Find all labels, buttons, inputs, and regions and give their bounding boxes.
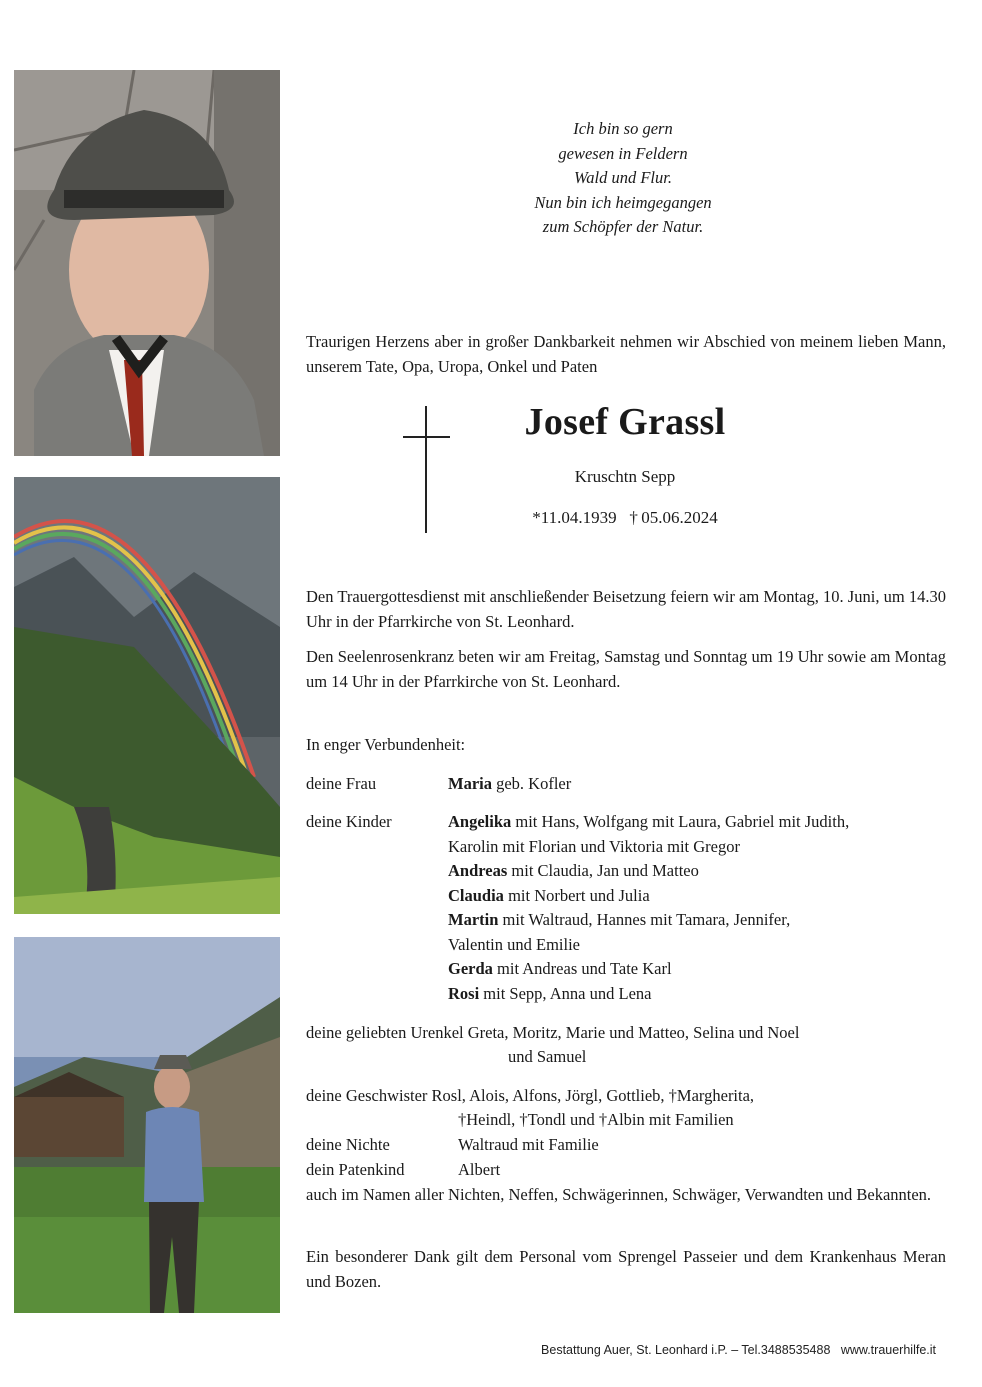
on-behalf-text: auch im Namen aller Nichten, Neffen, Schwägerinnen, Schwäger, Verwandten und Bekannten.	[306, 1185, 932, 1204]
poem-line: Nun bin ich heimgegangen	[534, 192, 712, 212]
intro-text: Traurigen Herzens aber in großer Dankbarkeit nehmen wir Abschied von meinem lieben Mann, unserem Tate, Opa, Uropa, Onkel und Paten	[306, 332, 946, 376]
deceased-name: Josef Grassl	[524, 401, 726, 443]
life-dates: *11.04.1939 † 05.06.2024	[532, 508, 718, 527]
thanks-text: Ein besonderer Dank gilt dem Personal vom Sprengel Passeier und dem Krankenhaus Meran und Bozen.	[306, 1247, 946, 1291]
children-list	[448, 810, 849, 1006]
child-line: Valentin und Emilie	[448, 934, 580, 954]
memorial-poem	[470, 117, 776, 240]
siblings-line1: deine Geschwister Rosl, Alois, Alfons, Jörgl, Gottlieb, †Margherita,	[306, 1086, 755, 1105]
rainbow-landscape-photo	[14, 477, 280, 914]
child-line: Claudia mit Norbert und Julia	[448, 885, 650, 905]
niece-label: deine Nichte	[306, 1135, 390, 1154]
child-line: Gerda mit Andreas und Tate Karl	[448, 959, 672, 978]
deceased-nickname: Kruschtn Sepp	[574, 467, 676, 486]
funeral-home-footer: Bestattung Auer, St. Leonhard i.P. – Tel.3488535488 www.trauerhilfe.it	[541, 1343, 936, 1357]
poem-line: zum Schöpfer der Natur.	[542, 217, 704, 236]
wife-label: deine Frau	[306, 774, 377, 793]
poem-line: Wald und Flur.	[574, 168, 672, 187]
great-grandchildren-line2: und Samuel	[508, 1047, 587, 1066]
cross-icon	[425, 406, 427, 533]
wife-rest: geb. Kofler	[491, 774, 572, 793]
child-line: Karolin mit Florian und Viktoria mit Gregor	[448, 836, 740, 856]
wife-name: Maria	[448, 774, 492, 793]
child-line: Martin mit Waltraud, Hannes mit Tamara, Jennifer,	[448, 910, 791, 929]
man-in-mountains-photo	[14, 937, 280, 1313]
niece-value: Waltraud mit Familie	[458, 1135, 599, 1154]
godchild-label: dein Patenkind	[306, 1160, 405, 1179]
rosary-text: Den Seelenrosenkranz beten wir am Freitag, Samstag und Sonntag um 19 Uhr sowie am Montag um 14 Uhr in der Pfarrkirche von St. Leonhard.	[306, 647, 946, 691]
funeral-service-text: Den Trauergottesdienst mit anschließender Beisetzung feiern wir am Montag, 10. Juni, um 14.30 Uhr in der Pfarrkirche von St. Leonhard.	[306, 587, 946, 631]
mourners-heading: In enger Verbundenheit:	[306, 735, 466, 754]
children-label: deine Kinder	[306, 812, 392, 831]
godchild-value: Albert	[458, 1160, 501, 1179]
poem-line: Ich bin so gern	[573, 119, 673, 138]
child-line: Rosi mit Sepp, Anna und Lena	[448, 983, 652, 1003]
portrait-photo	[14, 70, 280, 456]
poem-line: gewesen in Feldern	[558, 143, 688, 163]
child-line: Angelika mit Hans, Wolfgang mit Laura, Gabriel mit Judith,	[448, 812, 850, 831]
cross-icon-bar	[403, 436, 450, 438]
great-grandchildren-line1: deine geliebten Urenkel Greta, Moritz, Marie und Matteo, Selina und Noel	[306, 1023, 800, 1042]
siblings-line2: †Heindl, †Tondl und †Albin mit Familien	[458, 1110, 734, 1129]
child-line: Andreas mit Claudia, Jan und Matteo	[448, 861, 699, 880]
